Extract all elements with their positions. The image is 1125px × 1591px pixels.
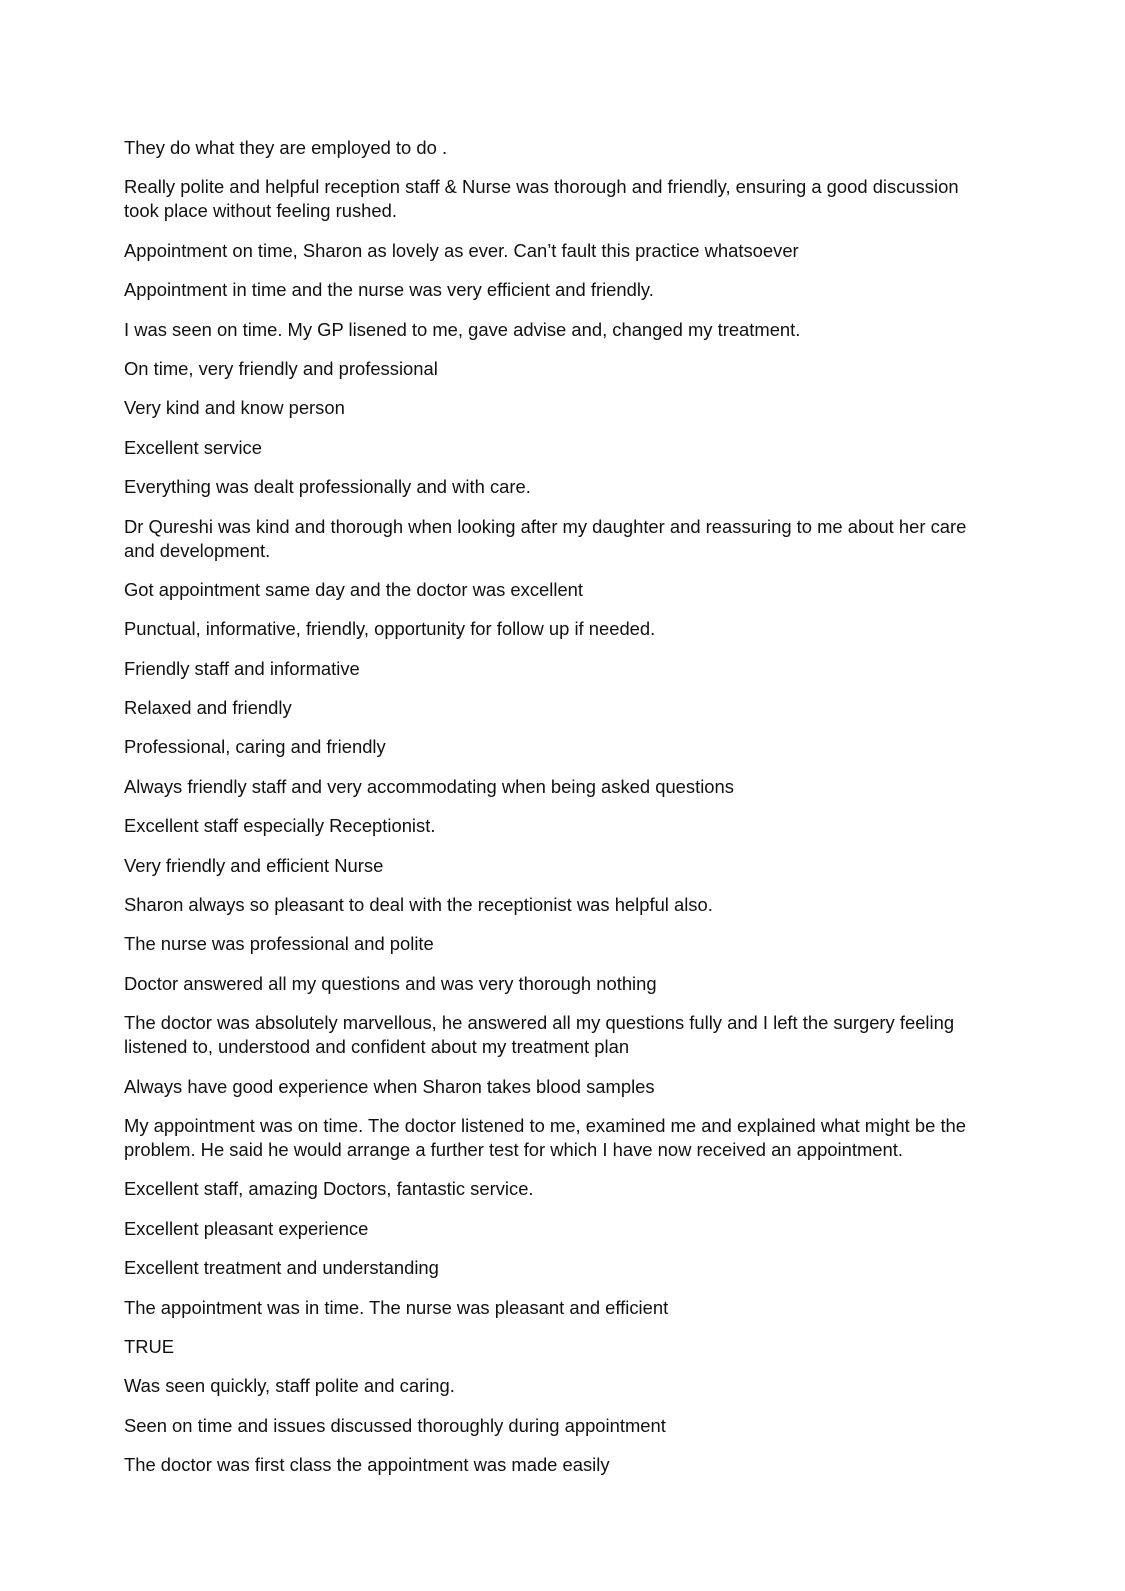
feedback-comment: The doctor was absolutely marvellous, he answered all my questions fully and I left the surgery feeling listened to, understood and confident about my treatment plan bbox=[124, 1012, 955, 1058]
feedback-comment: Always have good experience when Sharon takes blood samples bbox=[124, 1075, 655, 1097]
feedback-comment: Doctor answered all my questions and was very thorough nothing bbox=[124, 972, 657, 994]
feedback-comment: Relaxed and friendly bbox=[124, 697, 292, 719]
feedback-comment: Very friendly and efficient Nurse bbox=[124, 854, 384, 876]
feedback-comment: The appointment was in time. The nurse was pleasant and efficient bbox=[124, 1296, 669, 1318]
feedback-comment: Always friendly staff and very accommodating when being asked questions bbox=[124, 775, 734, 797]
feedback-comment: The nurse was professional and polite bbox=[124, 933, 434, 955]
feedback-comment: Professional, caring and friendly bbox=[124, 736, 386, 758]
feedback-comment: Excellent staff especially Receptionist. bbox=[124, 815, 436, 837]
feedback-comment: My appointment was on time. The doctor listened to me, examined me and explained what might be the problem. He said he would arrange a further test for which I have now received an appointment. bbox=[124, 1114, 967, 1160]
feedback-comment: On time, very friendly and professional bbox=[124, 357, 438, 379]
feedback-comment: Excellent pleasant experience bbox=[124, 1217, 369, 1239]
feedback-comment: Friendly staff and informative bbox=[124, 657, 360, 679]
feedback-comment-list bbox=[124, 136, 994, 1493]
feedback-comment: Excellent treatment and understanding bbox=[124, 1257, 439, 1279]
feedback-comment: TRUE bbox=[124, 1335, 175, 1357]
feedback-comment: The doctor was first class the appointment was made easily bbox=[124, 1454, 610, 1476]
feedback-comment: Dr Qureshi was kind and thorough when looking after my daughter and reassuring to me about her care and development. bbox=[124, 515, 967, 561]
feedback-comment: They do what they are employed to do . bbox=[124, 137, 448, 158]
feedback-comment: Really polite and helpful reception staff & Nurse was thorough and friendly, ensuring a good discussion took place without feeling rushed. bbox=[124, 176, 959, 222]
feedback-comment: Very kind and know person bbox=[124, 397, 345, 419]
feedback-comment: Excellent staff, amazing Doctors, fantastic service. bbox=[124, 1178, 534, 1200]
feedback-comment: Sharon always so pleasant to deal with the receptionist was helpful also. bbox=[124, 894, 713, 916]
feedback-comment: Punctual, informative, friendly, opportunity for follow up if needed. bbox=[124, 618, 656, 640]
feedback-comment: Excellent service bbox=[124, 436, 262, 458]
feedback-comment: Got appointment same day and the doctor was excellent bbox=[124, 578, 584, 600]
feedback-comment: Everything was dealt professionally and with care. bbox=[124, 476, 531, 498]
feedback-comment: Appointment in time and the nurse was very efficient and friendly. bbox=[124, 279, 654, 301]
feedback-comment: Seen on time and issues discussed thoroughly during appointment bbox=[124, 1414, 666, 1436]
feedback-comment: Was seen quickly, staff polite and caring. bbox=[124, 1375, 455, 1397]
feedback-comment: I was seen on time. My GP lisened to me, gave advise and, changed my treatment. bbox=[124, 318, 801, 340]
feedback-comment: Appointment on time, Sharon as lovely as ever. Can’t fault this practice whatsoever bbox=[124, 239, 799, 261]
